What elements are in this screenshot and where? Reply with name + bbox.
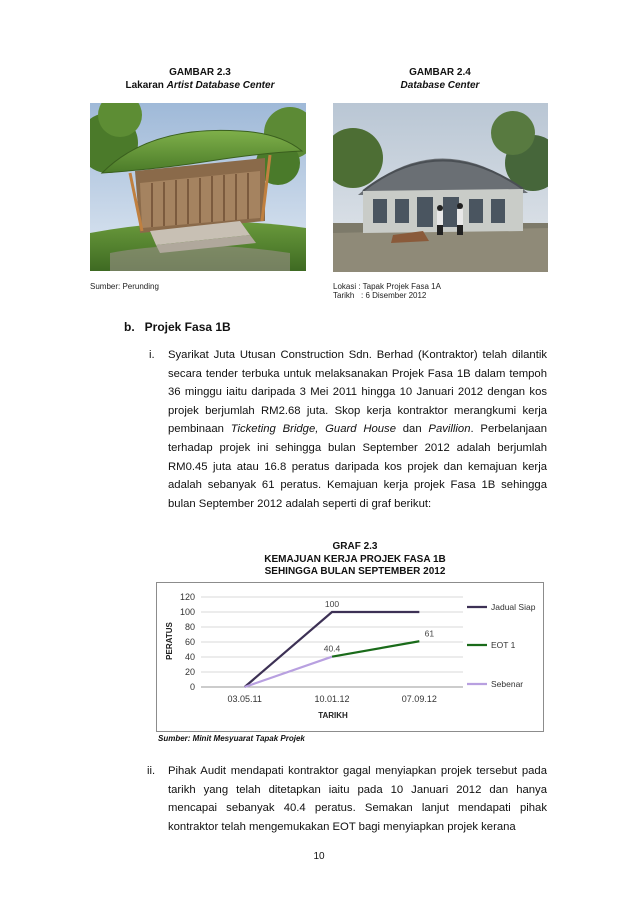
graph-title-line-2: KEMAJUAN KERJA PROJEK FASA 1B xyxy=(264,553,446,565)
y-tick-label: 80 xyxy=(184,622,195,632)
artist-render-image xyxy=(90,103,306,271)
y-tick-label: 100 xyxy=(179,607,195,617)
data-label: 100 xyxy=(324,599,340,609)
progress-chart-svg xyxy=(157,583,543,731)
data-label: 61 xyxy=(424,628,435,639)
figure-2-3-caption: Lakaran Artist Database Center xyxy=(125,80,275,91)
paragraph-i: i. Syarikat Juta Utusan Construction Sdn. Berhad (Kontraktor) telah dilantik secara tender terbuka untuk melaksanakan Projek Fasa 1B dalam tempoh 36 minggu iaitu daripada 3 Mei 2011 hingga 10 Januari 2012 dengan kos projek berjumlah RM2.68 juta. Skop kerja kontraktor merangkumi kerja pembinaan Ticketing Bridge, Guard House dan Pavillion. Perbelanjaan terhadap projek ini sehingga bulan September 2012 adalah berjumlah RM0.45 juta atau 16.8 peratus daripada kos projek dan kemajuan kerja adalah sebanyak 61 peratus. Kemajuan kerja projek Fasa 1B sehingga bulan September 2012 adalah seperti di graf berikut: xyxy=(168,346,547,513)
legend-label: Jadual Siap xyxy=(491,602,536,612)
figure-2-3-number: GAMBAR 2.3 xyxy=(169,67,231,78)
data-label: 40.4 xyxy=(323,643,341,654)
figure-2-3-title xyxy=(100,66,300,92)
y-tick-label: 20 xyxy=(184,667,195,677)
section-heading: b. Projek Fasa 1B xyxy=(124,320,231,334)
y-tick-label: 40 xyxy=(184,652,195,662)
x-tick-label: 07.09.12 xyxy=(401,694,437,704)
figure-2-4-caption: Database Center xyxy=(400,80,480,91)
progress-chart xyxy=(156,582,544,732)
page-number: 10 xyxy=(313,851,325,862)
y-tick-label: 60 xyxy=(184,637,195,647)
x-tick-label: 10.01.12 xyxy=(314,694,350,704)
graph-source: Sumber: Minit Mesyuarat Tapak Projek xyxy=(158,734,305,743)
paragraph-ii-number: ii. xyxy=(147,765,156,777)
y-tick-label: 0 xyxy=(189,682,195,692)
series-line-eot-1 xyxy=(332,641,419,656)
figure-2-4-date: Tarikh : 6 Disember 2012 xyxy=(333,291,427,300)
database-center-photo xyxy=(333,103,548,272)
paragraph-i-number: i. xyxy=(149,349,155,361)
graph-title xyxy=(230,541,480,579)
y-tick-label: 120 xyxy=(179,592,195,602)
graph-title-line-3: SEHINGGA BULAN SEPTEMBER 2012 xyxy=(264,566,446,577)
figure-2-4-title xyxy=(340,66,540,92)
x-tick-label: 03.05.11 xyxy=(227,694,262,704)
paragraph-ii: ii. Pihak Audit mendapati kontraktor gagal menyiapkan projek tersebut pada tarikh yang telah ditetapkan iaitu pada 10 Januari 2012 dan hanya mencapai sebanyak 40.4 peratus. Semakan lanjut mendapati pihak kontraktor telah mengemukakan EOT bagi menyiapkan projek kerana xyxy=(168,762,547,836)
graph-number: GRAF 2.3 xyxy=(332,541,378,552)
figure-2-3-source: Sumber: Perunding xyxy=(90,282,159,291)
x-axis-title: TARIKH xyxy=(318,711,348,720)
legend-label: Sebenar xyxy=(491,679,524,689)
y-axis-title: PERATUS xyxy=(165,622,174,660)
legend-label: EOT 1 xyxy=(491,640,516,650)
figure-2-4-number: GAMBAR 2.4 xyxy=(409,67,471,78)
figure-2-4-location: Lokasi : Tapak Projek Fasa 1A xyxy=(333,282,441,291)
